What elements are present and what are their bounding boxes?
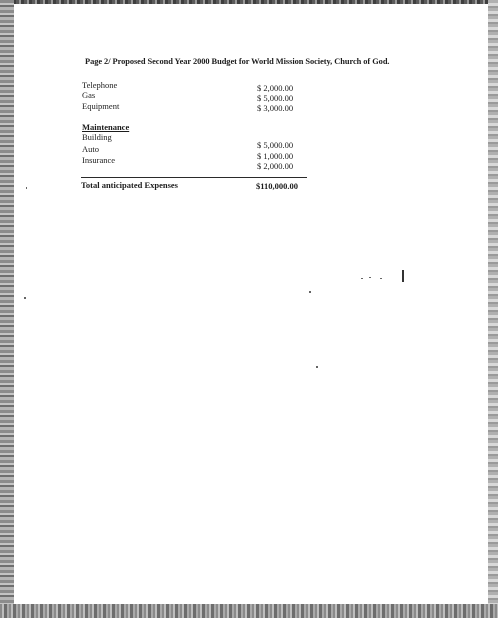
section-title-maintenance: Maintenance <box>82 122 130 132</box>
scan-artifact-left <box>0 0 14 618</box>
budget-item-amount: $ 5,000.00 <box>257 93 294 103</box>
budget-item-label: Building <box>82 132 112 142</box>
budget-item-label: Gas <box>82 90 96 100</box>
scan-speck <box>361 278 363 279</box>
total-amount: $110,000.00 <box>256 181 299 191</box>
budget-item-label: Auto <box>82 144 99 154</box>
scan-speck <box>380 278 382 279</box>
total-label: Total anticipated Expenses <box>81 180 178 190</box>
scan-speck <box>309 291 311 293</box>
scan-speck <box>402 270 404 282</box>
budget-item-amount: $ 3,000.00 <box>257 103 294 113</box>
scan-speck <box>24 297 26 299</box>
scan-speck <box>369 277 371 278</box>
budget-item-label: Equipment <box>82 101 120 111</box>
budget-item-label: Insurance <box>82 155 116 165</box>
budget-item-label: Telephone <box>82 80 118 90</box>
budget-item-amount: $ 2,000.00 <box>257 83 294 93</box>
budget-item-amount: $ 2,000.00 <box>257 161 294 171</box>
scan-speck <box>26 187 27 189</box>
budget-item-amount: $ 5,000.00 <box>257 140 294 150</box>
total-divider <box>81 177 307 178</box>
scan-artifact-right <box>488 0 498 618</box>
scan-speck <box>316 366 318 368</box>
scan-artifact-bottom <box>0 604 498 618</box>
page-header: Page 2/ Proposed Second Year 2000 Budget for World Mission Society, Church of God. <box>85 57 390 66</box>
budget-item-amount: $ 1,000.00 <box>257 151 294 161</box>
document-page <box>14 4 488 604</box>
